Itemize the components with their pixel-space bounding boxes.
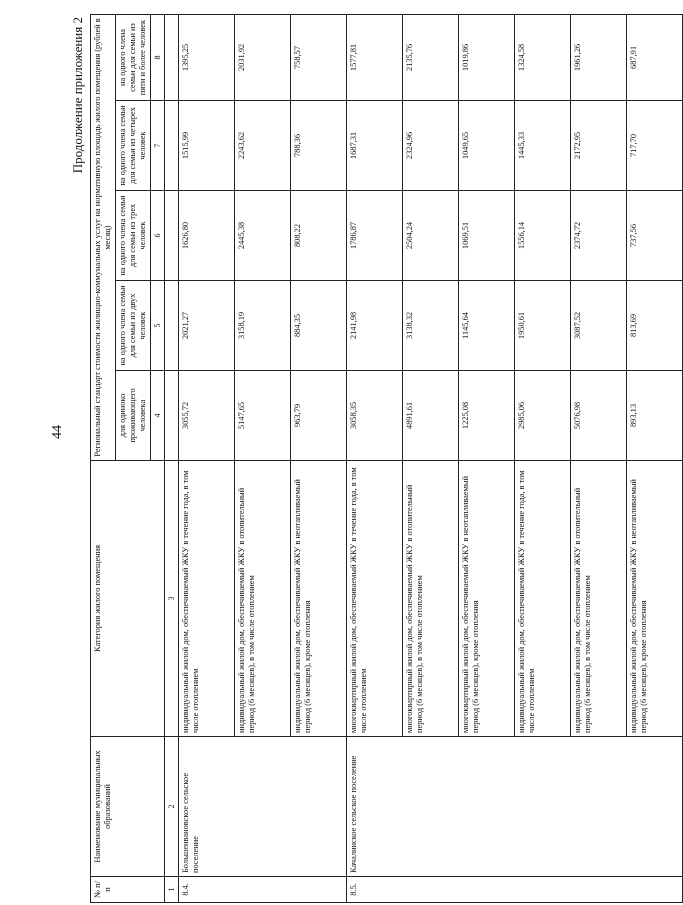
cost-value: 2374,72	[571, 191, 627, 281]
cost-value: 1069,51	[459, 191, 515, 281]
cost-value: 2243,62	[235, 101, 291, 191]
housing-category: многоквартирный жилой дом, обеспечиваемый ЖКУ в отопительный период (6 месяцев), в том числе отоплением	[403, 461, 459, 737]
index-row-left	[164, 15, 178, 903]
cost-value: 1687,31	[347, 101, 403, 191]
index-1: 1	[164, 877, 178, 903]
cost-value: 884,35	[291, 281, 347, 371]
cost-value: 737,56	[627, 191, 683, 281]
index-3: 3	[164, 461, 178, 737]
cost-value: 1145,64	[459, 281, 515, 371]
tariff-table	[90, 14, 683, 903]
cost-value: 2021,27	[179, 281, 235, 371]
cost-value: 1556,14	[515, 191, 571, 281]
housing-category: индивидуальный жилой дом, обеспечиваемый ЖКУ в отопительный период (6 месяцев), в том числе отоплением	[571, 461, 627, 737]
cost-value: 1225,08	[459, 371, 515, 461]
header-sub-3: на одного члена семьи для семьи из трех человек	[115, 191, 150, 281]
housing-category: индивидуальный жилой дом, обеспечиваемый ЖКУ в неотапливаемый период (6 месяцев), кроме отопления	[291, 461, 347, 737]
cost-value: 717,70	[627, 101, 683, 191]
cost-value: 758,57	[291, 15, 347, 101]
cost-value: 788,36	[291, 101, 347, 191]
cost-value: 2324,96	[403, 101, 459, 191]
cost-value: 1961,26	[571, 15, 627, 101]
table-body	[164, 15, 682, 903]
housing-category: многоквартирный жилой дом, обеспечиваемый ЖКУ в неотапливаемый период (6 месяцев), кроме отопления	[459, 461, 515, 737]
housing-category: индивидуальный жилой дом, обеспечиваемый ЖКУ в отопительный период (6 месяцев), в том числе отоплением	[235, 461, 291, 737]
cost-value: 3158,19	[235, 281, 291, 371]
table-row	[347, 15, 403, 903]
header-category: Категория жилого помещения	[91, 461, 165, 737]
cost-value: 4891,61	[403, 371, 459, 461]
housing-category: индивидуальный жилой дом, обеспечиваемый ЖКУ в течение года, в том числе отоплением	[179, 461, 235, 737]
appendix-title: Продолжение приложения 2	[70, 17, 85, 174]
municipality-name: Качалинское сельское поселение	[347, 737, 683, 877]
header-sub-5: на одного члена семьи для семьи из пяти и более человек	[115, 15, 150, 101]
cost-value: 2135,76	[403, 15, 459, 101]
cost-value: 1324,58	[515, 15, 571, 101]
row-number: 8.4.	[179, 877, 347, 903]
cost-value: 687,91	[627, 15, 683, 101]
housing-category: многоквартирный жилой дом, обеспечиваемый ЖКУ в течение года, в том числе отоплением	[347, 461, 403, 737]
header-row	[91, 15, 116, 903]
cost-value: 2141,98	[347, 281, 403, 371]
municipality-name: Большеивановское сельское поселение	[179, 737, 347, 877]
cost-value: 813,69	[627, 281, 683, 371]
cost-value: 3087,52	[571, 281, 627, 371]
index-8: 8	[150, 15, 164, 101]
cost-value: 2031,92	[235, 15, 291, 101]
cost-value: 2445,38	[235, 191, 291, 281]
cost-value: 5076,98	[571, 371, 627, 461]
cost-value: 1515,99	[179, 101, 235, 191]
cost-value: 5147,65	[235, 371, 291, 461]
cost-value: 1445,33	[515, 101, 571, 191]
page-number: 44	[50, 425, 65, 439]
row-number: 8.5.	[347, 877, 683, 903]
cost-value: 808,22	[291, 191, 347, 281]
header-sub-4: на одного члена семьи для семьи из четырех человек	[115, 101, 150, 191]
index-2: 2	[164, 737, 178, 877]
cost-value: 963,79	[291, 371, 347, 461]
cost-value: 2172,95	[571, 101, 627, 191]
header-num: № п/п	[91, 877, 165, 903]
cost-value: 2985,06	[515, 371, 571, 461]
header-municipality: Наименование муниципальных образований	[91, 737, 165, 877]
header-sub-2: на одного члена семьи для семьи из двух человек	[115, 281, 150, 371]
index-7: 7	[150, 101, 164, 191]
cost-value: 1626,80	[179, 191, 235, 281]
cost-value: 3055,72	[179, 371, 235, 461]
cost-value: 1950,61	[515, 281, 571, 371]
cost-value: 893,13	[627, 371, 683, 461]
cost-value: 1019,86	[459, 15, 515, 101]
cost-value: 3138,32	[403, 281, 459, 371]
cost-value: 1395,25	[179, 15, 235, 101]
housing-category: индивидуальный жилой дом, обеспечиваемый ЖКУ в неотапливаемый период (6 месяцев), кроме отопления	[627, 461, 683, 737]
cost-value: 1577,81	[347, 15, 403, 101]
cost-value: 1049,65	[459, 101, 515, 191]
rotated-page	[70, 3, 649, 903]
cost-value: 2504,24	[403, 191, 459, 281]
cost-value: 3058,35	[347, 371, 403, 461]
table-row	[179, 15, 235, 903]
cost-value: 1786,87	[347, 191, 403, 281]
header-standard: Региональный стандарт стоимости жилищно-коммунальных услуг на нормативную площадь жилого помещения (рублей в месяц)	[91, 15, 116, 461]
index-5: 5	[150, 281, 164, 371]
housing-category: индивидуальный жилой дом, обеспечиваемый ЖКУ в течение года, в том числе отоплением	[515, 461, 571, 737]
index-6: 6	[150, 191, 164, 281]
index-4: 4	[150, 371, 164, 461]
header-sub-1: для одиноко проживающего человека	[115, 371, 150, 461]
